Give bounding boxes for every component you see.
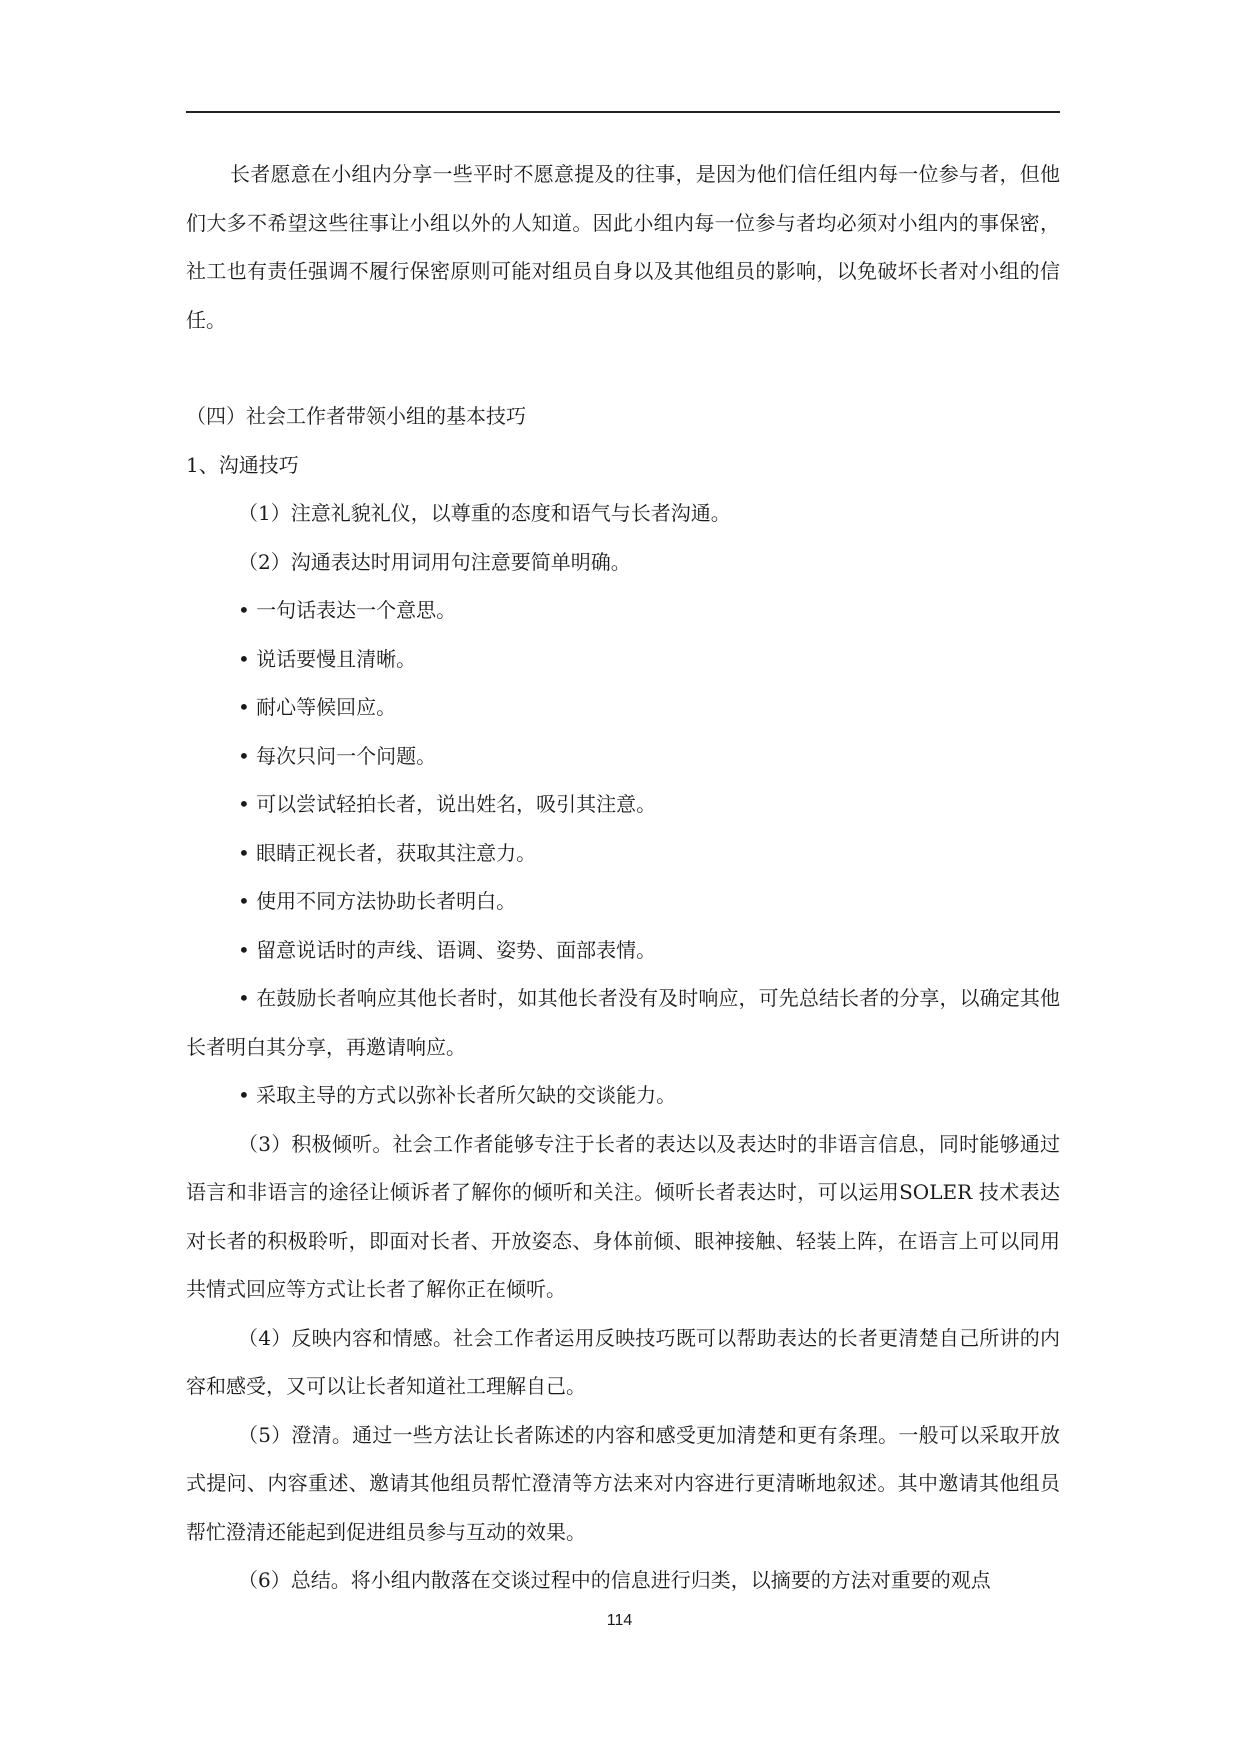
section-gap — [186, 344, 1060, 392]
page-body — [186, 150, 1060, 1605]
skill-item-2: （2）沟通表达时用词用句注意要简单明确。 — [238, 549, 631, 574]
skill-item-1: （1）注意礼貌礼仪，以尊重的态度和语气与长者沟通。 — [238, 501, 731, 525]
paragraph-confidentiality: 长者愿意在小组内分享一些平时不愿意提及的往事，是因为他们信任组内每一位参与者，但他们大多不希望这些往事让小组以外的人知道。因此小组内每一位参与者均必须对小组内的事保密，社工也有责任强调不履行保密原则可能对组员自身以及其他组员的影响，以免破坏长者对小组的信任。 — [186, 162, 1060, 332]
bullet-item: • 留意说话时的声线、语调、姿势、面部表情。 — [238, 937, 657, 962]
subsection-heading: 1、沟通技巧 — [186, 452, 299, 477]
bullet-item: • 每次只问一个问题。 — [238, 743, 437, 768]
bullet-item: • 可以尝试轻拍长者，说出姓名，吸引其注意。 — [238, 792, 657, 816]
bullet-item: • 在鼓励长者响应其他长者时，如其他长者没有及时响应，可先总结长者的分享，以确定其他长者明白其分享，再邀请响应。 — [186, 986, 1060, 1059]
header-rule — [186, 111, 1060, 113]
section-heading: （四）社会工作者带领小组的基本技巧 — [186, 404, 526, 428]
skill-summarizing: （6）总结。将小组内散落在交谈过程中的信息进行归类，以摘要的方法对重要的观点 — [238, 1568, 991, 1592]
page-number: 114 — [606, 1612, 633, 1629]
bullet-item: • 一句话表达一个意思。 — [238, 598, 457, 622]
bullet-item: • 眼睛正视长者，获取其注意力。 — [238, 840, 537, 865]
bullet-item: • 耐心等候回应。 — [238, 695, 397, 719]
skill-clarifying: （5）澄清。通过一些方法让长者陈述的内容和感受更加清楚和更有条理。一般可以采取开放式提问、内容重述、邀请其他组员帮忙澄清等方法来对内容进行更清晰地叙述。其中邀请其他组员帮忙澄清还能起到促进组员参与互动的效果。 — [186, 1422, 1060, 1544]
skill-reflecting: （4）反映内容和情感。社会工作者运用反映技巧既可以帮助表达的长者更清楚自己所讲的内容和感受，又可以让长者知道社工理解自己。 — [186, 1325, 1060, 1398]
skill-active-listening: （3）积极倾听。社会工作者能够专注于长者的表达以及表达时的非语言信息，同时能够通过语言和非语言的途径让倾诉者了解你的倾听和关注。倾听长者表达时，可以运用SOLER 技术表达对长者的积极聆听，即面对长者、开放姿态、身体前倾、眼神接触、轻装上阵，在语言上可以同用共情式回应等方式让长者了解你正在倾听。 — [186, 1131, 1060, 1301]
bullet-item: • 采取主导的方式以弥补长者所欠缺的交谈能力。 — [238, 1083, 677, 1107]
bullet-item: • 说话要慢且清晰。 — [238, 646, 417, 671]
bullet-item: • 使用不同方法协助长者明白。 — [238, 889, 517, 913]
